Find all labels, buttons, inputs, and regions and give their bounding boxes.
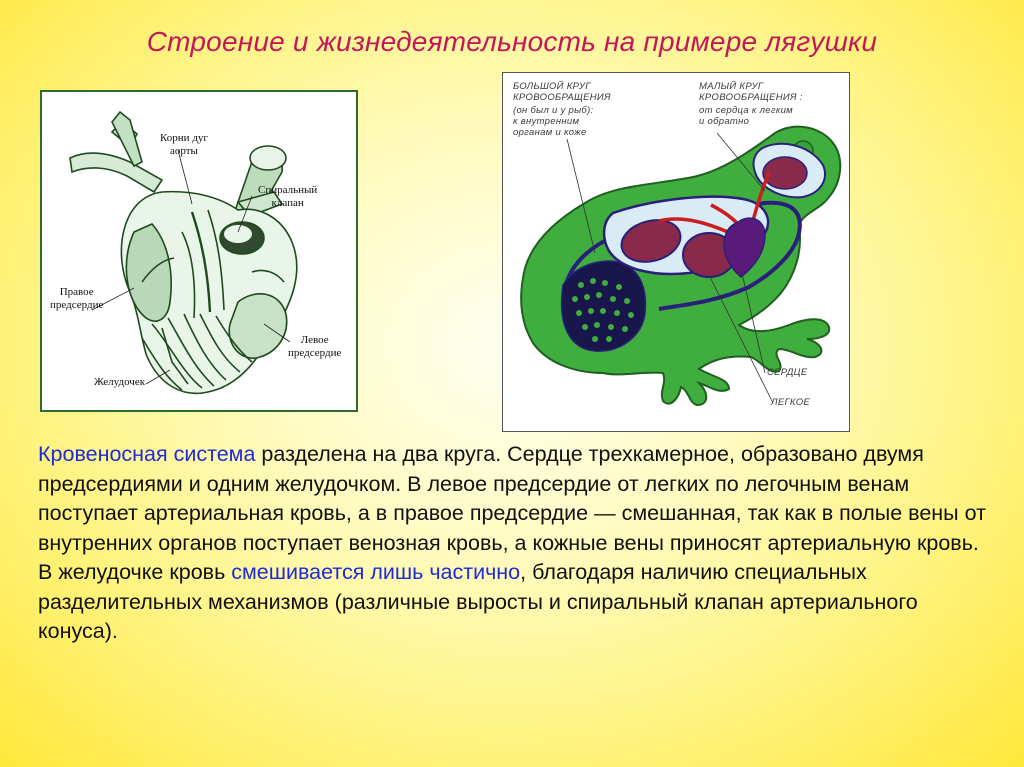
label-pulmonary-title: МАЛЫЙ КРУГ КРОВООБРАЩЕНИЯ : <box>699 81 803 103</box>
page-title: Строение и жизнедеятельность на примере лягушки <box>146 26 878 57</box>
heart-diagram <box>40 90 358 412</box>
label-aorta-roots: Корни дуг аорты <box>160 132 208 157</box>
label-right-atrium: Правое предсердие <box>50 286 104 311</box>
label-pulmonary-note: от сердца к легким и обратно <box>699 105 793 127</box>
highlight-circulatory-system: Кровеносная система <box>38 442 256 466</box>
paragraph-2-text: , благодаря наличию специальных разделительных механизмов (различные выросты и спиральный клапан артериального конуса). <box>38 560 918 643</box>
label-spiral-valve: Спиральный клапан <box>258 184 318 209</box>
label-heart: СЕРДЦЕ <box>767 367 808 378</box>
paragraph-ventricle-mixing <box>38 558 988 647</box>
paragraph-1-text: разделена на два круга. Сердце трехкамерное, образовано двумя предсердиями и одним желудочком. В левое предсердие от легких по легочным венам поступает артериальная кровь, а в правое предсердие — смешанная, так как в полые вены от внутренних органов поступает венозная кровь, а кожные вены приносят артериальную кровь. <box>38 442 986 555</box>
label-left-atrium: Левое предсердие <box>288 334 342 359</box>
paragraph-circulatory-system <box>38 440 988 558</box>
label-systemic-note: (он был и у рыб): к внутренним органам и коже <box>513 105 594 138</box>
label-systemic-title: БОЛЬШОЙ КРУГ КРОВООБРАЩЕНИЯ <box>513 81 611 103</box>
label-ventricle: Желудочек <box>94 376 146 388</box>
frog-circulation-diagram <box>502 72 850 432</box>
description-text <box>38 440 988 647</box>
label-lung: ЛЕГКОЕ <box>771 397 811 408</box>
highlight-partial-mixing: смешивается лишь частично <box>231 560 521 584</box>
paragraph-2-start: В желудочке кровь <box>38 560 232 584</box>
